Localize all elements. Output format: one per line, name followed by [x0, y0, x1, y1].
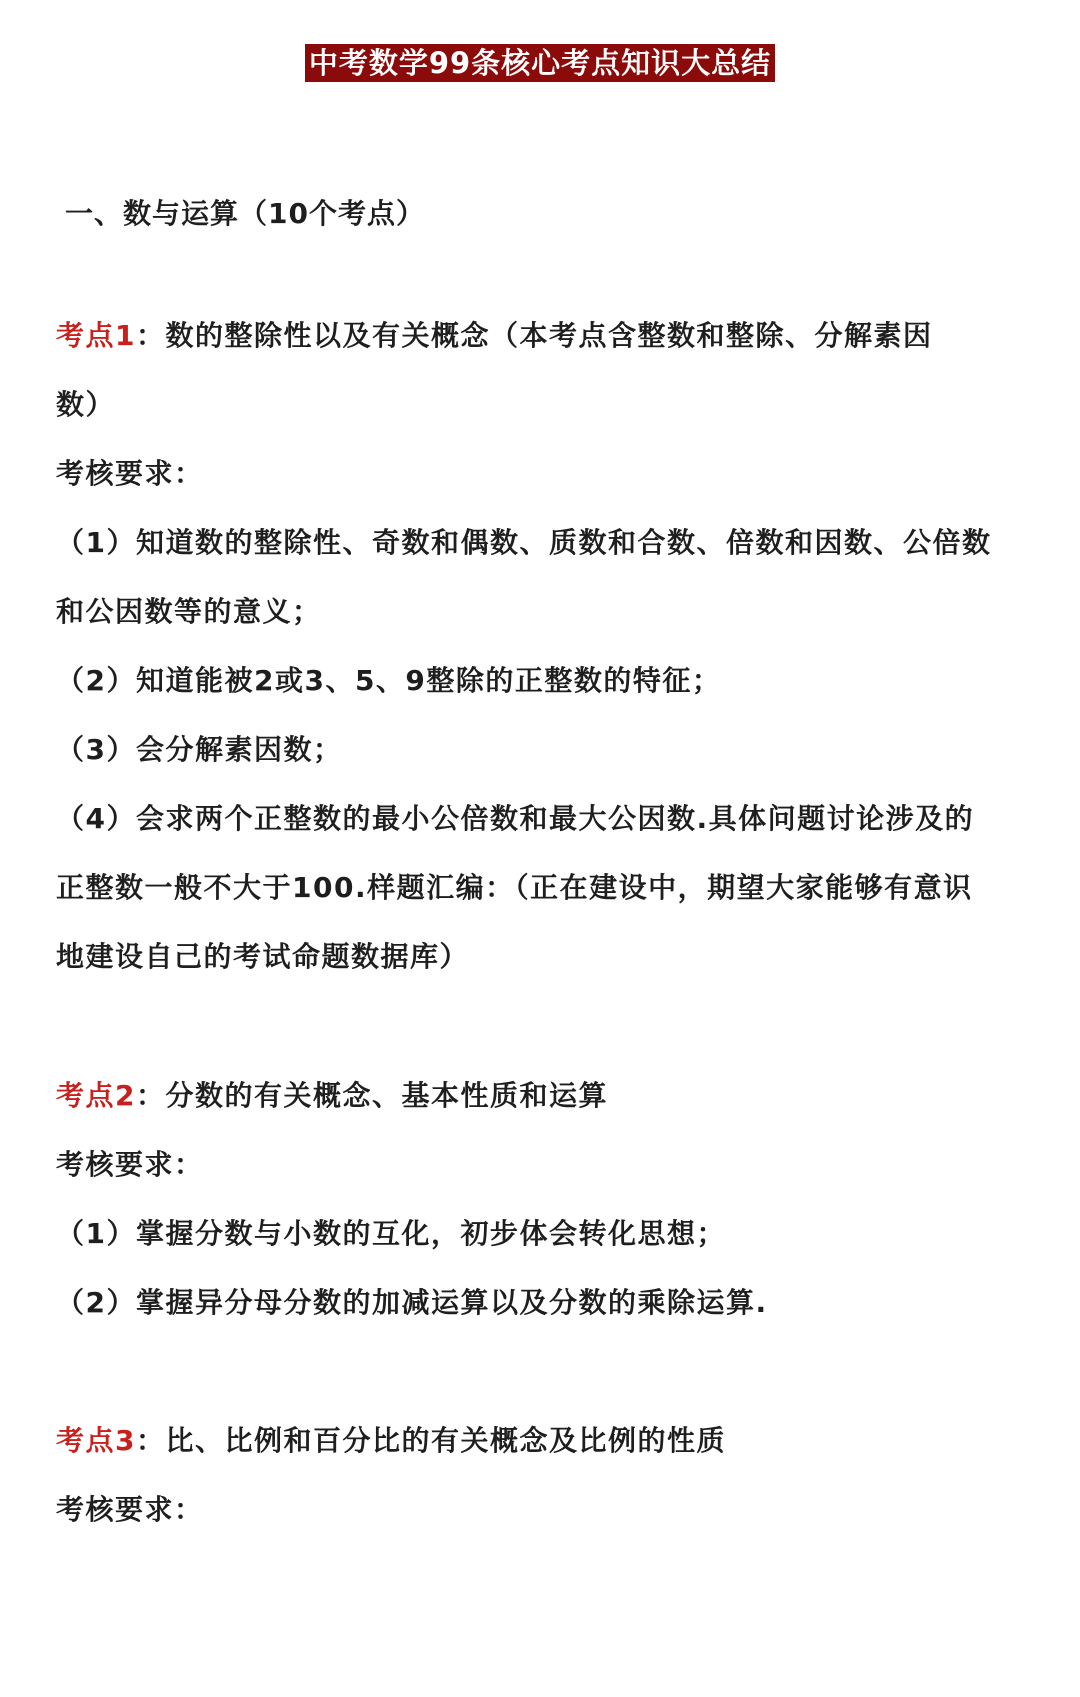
- point-1-line: （2）知道能被2或3、5、9整除的正整数的特征；: [56, 664, 722, 697]
- point-1-heading-cont: 数）: [56, 388, 116, 421]
- point-label: 考点3: [56, 1424, 136, 1457]
- section-heading: 一、数与运算（10个考点）: [65, 197, 425, 230]
- point-1-line: 和公因数等的意义；: [56, 595, 322, 628]
- point-label: 考点1: [56, 319, 136, 352]
- point-1-line: （1）知道数的整除性、奇数和偶数、质数和合数、倍数和因数、公倍数: [56, 526, 992, 559]
- point-title: ：比、比例和百分比的有关概念及比例的性质: [135, 1424, 726, 1457]
- point-2-line: （2）掌握异分母分数的加减运算以及分数的乘除运算.: [56, 1286, 768, 1319]
- point-2-line: （1）掌握分数与小数的互化，初步体会转化思想；: [56, 1217, 726, 1250]
- point-1-line: 正整数一般不大于100.样题汇编：（正在建设中，期望大家能够有意识: [56, 871, 973, 904]
- point-label: 考点2: [56, 1079, 136, 1112]
- point-2-heading: [56, 1076, 608, 1116]
- point-2-requirement-label: 考核要求：: [56, 1148, 204, 1181]
- point-1-line: （4）会求两个正整数的最小公倍数和最大公因数.具体问题讨论涉及的: [56, 802, 975, 835]
- point-3-requirement-label: 考核要求：: [56, 1493, 204, 1526]
- point-3-heading: [56, 1421, 726, 1461]
- point-1-line: （3）会分解素因数；: [56, 733, 343, 766]
- point-title: ：分数的有关概念、基本性质和运算: [135, 1079, 608, 1112]
- document-title: 中考数学99条核心考点知识大总结: [305, 44, 775, 82]
- point-1-heading: [56, 316, 933, 356]
- title-bar: [0, 44, 1080, 82]
- point-title: ：数的整除性以及有关概念（本考点含整数和整除、分解素因: [135, 319, 933, 352]
- point-1-line: 地建设自己的考试命题数据库）: [56, 940, 470, 973]
- point-1-requirement-label: 考核要求：: [56, 457, 204, 490]
